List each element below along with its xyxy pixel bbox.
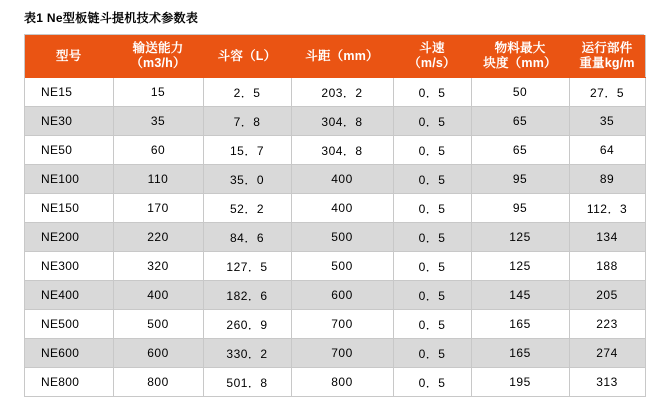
column-header-bucket-pitch: [291, 35, 393, 78]
cell-capacity: 35: [113, 107, 203, 136]
header-line: 斗距（mm）: [305, 48, 379, 63]
cell-running-part-weight: 274: [569, 339, 645, 368]
cell-bucket-speed: 0．5: [393, 136, 471, 165]
cell-max-lump-size: 95: [471, 165, 569, 194]
table-row: [25, 223, 645, 252]
cell-bucket-speed: 0．5: [393, 252, 471, 281]
table-row: [25, 368, 645, 397]
table-row: [25, 281, 645, 310]
header-row: [25, 35, 645, 78]
cell-bucket-speed: 0．5: [393, 368, 471, 397]
cell-capacity: 170: [113, 194, 203, 223]
cell-model: NE600: [25, 339, 113, 368]
cell-bucket-volume: 127．5: [203, 252, 291, 281]
cell-running-part-weight: 64: [569, 136, 645, 165]
cell-bucket-pitch: 500: [291, 223, 393, 252]
cell-running-part-weight: 205: [569, 281, 645, 310]
header-line: （m/s）: [408, 56, 456, 70]
cell-bucket-volume: 260．9: [203, 310, 291, 339]
header-line: 物料最大: [494, 41, 546, 55]
header-line: 型号: [56, 48, 82, 63]
cell-bucket-volume: 182．6: [203, 281, 291, 310]
cell-bucket-pitch: 700: [291, 339, 393, 368]
cell-bucket-speed: 0．5: [393, 194, 471, 223]
cell-capacity: 320: [113, 252, 203, 281]
cell-capacity: 400: [113, 281, 203, 310]
cell-bucket-volume: 2．5: [203, 78, 291, 107]
cell-max-lump-size: 145: [471, 281, 569, 310]
cell-max-lump-size: 165: [471, 339, 569, 368]
cell-model: NE200: [25, 223, 113, 252]
column-header-model: [25, 35, 113, 78]
table-row: [25, 136, 645, 165]
header-line: 运行部件: [581, 41, 633, 55]
column-header-bucket-volume: [203, 35, 291, 78]
header-line: 斗容（L）: [217, 48, 277, 63]
cell-max-lump-size: 95: [471, 194, 569, 223]
cell-model: NE100: [25, 165, 113, 194]
cell-bucket-pitch: 304．8: [291, 136, 393, 165]
header-line: 重量kg/m: [579, 56, 635, 70]
cell-running-part-weight: 89: [569, 165, 645, 194]
cell-running-part-weight: 27．5: [569, 78, 645, 107]
header-line: 斗速: [419, 41, 445, 55]
cell-bucket-pitch: 400: [291, 165, 393, 194]
cell-model: NE30: [25, 107, 113, 136]
cell-bucket-pitch: 203．2: [291, 78, 393, 107]
cell-bucket-speed: 0．5: [393, 107, 471, 136]
cell-running-part-weight: 188: [569, 252, 645, 281]
cell-bucket-volume: 52．2: [203, 194, 291, 223]
cell-bucket-volume: 84．6: [203, 223, 291, 252]
cell-bucket-volume: 15．7: [203, 136, 291, 165]
cell-bucket-speed: 0．5: [393, 223, 471, 252]
cell-max-lump-size: 50: [471, 78, 569, 107]
cell-max-lump-size: 125: [471, 252, 569, 281]
cell-bucket-volume: 7．8: [203, 107, 291, 136]
spec-table: [25, 35, 646, 397]
cell-capacity: 500: [113, 310, 203, 339]
table-container: [24, 34, 644, 397]
cell-model: NE800: [25, 368, 113, 397]
cell-max-lump-size: 125: [471, 223, 569, 252]
cell-running-part-weight: 35: [569, 107, 645, 136]
table-row: [25, 165, 645, 194]
cell-capacity: 800: [113, 368, 203, 397]
column-header-bucket-speed: [393, 35, 471, 78]
cell-bucket-volume: 501．8: [203, 368, 291, 397]
column-header-max-lump-size: [471, 35, 569, 78]
cell-bucket-volume: 35．0: [203, 165, 291, 194]
cell-bucket-pitch: 400: [291, 194, 393, 223]
cell-capacity: 15: [113, 78, 203, 107]
cell-model: NE500: [25, 310, 113, 339]
cell-running-part-weight: 313: [569, 368, 645, 397]
table-body: [25, 78, 645, 397]
cell-max-lump-size: 195: [471, 368, 569, 397]
cell-bucket-pitch: 600: [291, 281, 393, 310]
table-header: [25, 35, 645, 78]
cell-bucket-speed: 0．5: [393, 281, 471, 310]
cell-running-part-weight: 223: [569, 310, 645, 339]
cell-bucket-speed: 0．5: [393, 310, 471, 339]
header-line: 输送能力: [132, 41, 184, 55]
table-row: [25, 252, 645, 281]
cell-max-lump-size: 65: [471, 107, 569, 136]
table-row: [25, 310, 645, 339]
table-row: [25, 107, 645, 136]
cell-bucket-speed: 0．5: [393, 78, 471, 107]
cell-max-lump-size: 165: [471, 310, 569, 339]
cell-model: NE150: [25, 194, 113, 223]
cell-bucket-pitch: 700: [291, 310, 393, 339]
column-header-capacity: [113, 35, 203, 78]
table-row: [25, 78, 645, 107]
cell-bucket-pitch: 800: [291, 368, 393, 397]
column-header-running-part-weight: [569, 35, 645, 78]
cell-bucket-speed: 0．5: [393, 339, 471, 368]
header-line: 块度（mm）: [483, 56, 557, 70]
cell-capacity: 600: [113, 339, 203, 368]
cell-max-lump-size: 65: [471, 136, 569, 165]
cell-model: NE300: [25, 252, 113, 281]
cell-bucket-speed: 0．5: [393, 165, 471, 194]
cell-capacity: 220: [113, 223, 203, 252]
table-row: [25, 339, 645, 368]
cell-bucket-pitch: 500: [291, 252, 393, 281]
cell-model: NE50: [25, 136, 113, 165]
cell-running-part-weight: 134: [569, 223, 645, 252]
cell-capacity: 60: [113, 136, 203, 165]
cell-capacity: 110: [113, 165, 203, 194]
cell-model: NE400: [25, 281, 113, 310]
cell-bucket-pitch: 304．8: [291, 107, 393, 136]
cell-bucket-volume: 330．2: [203, 339, 291, 368]
cell-running-part-weight: 112．3: [569, 194, 645, 223]
cell-model: NE15: [25, 78, 113, 107]
table-row: [25, 194, 645, 223]
table-caption: 表1 Ne型板链斗提机技术参数表: [24, 11, 199, 25]
header-line: （m3/h）: [130, 56, 186, 70]
